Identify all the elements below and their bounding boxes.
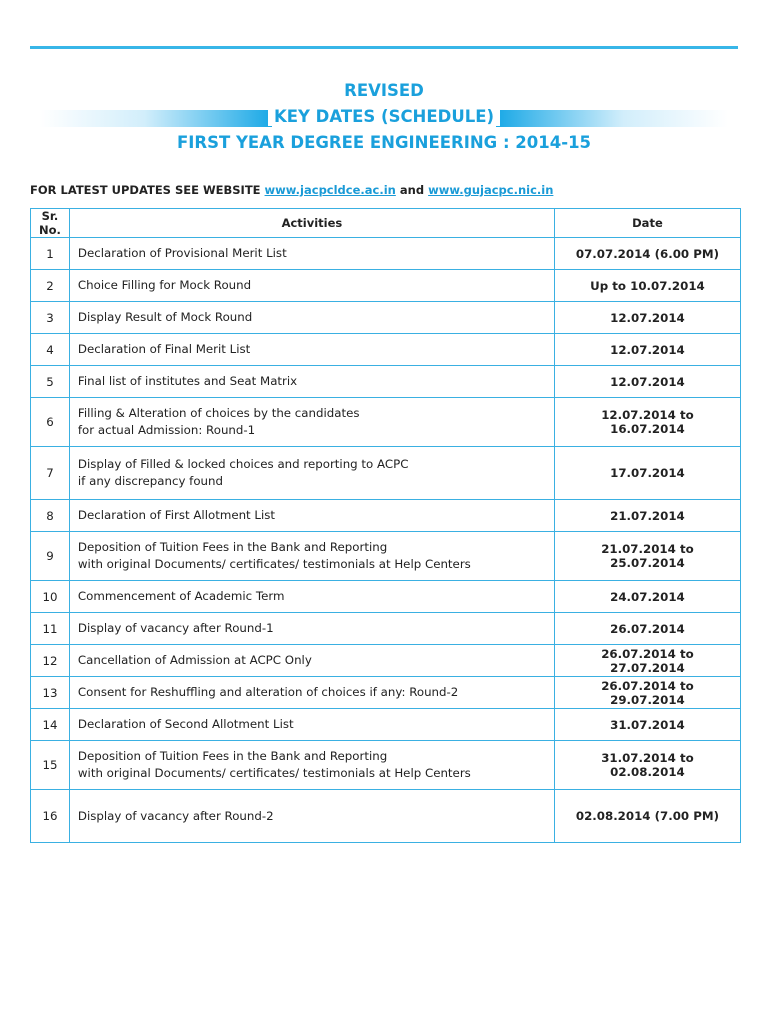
row-date: 17.07.2014 — [554, 447, 740, 500]
row-sr-no: 13 — [31, 677, 70, 709]
row-date: 26.07.2014 to 27.07.2014 — [554, 645, 740, 677]
table-row — [31, 238, 741, 270]
row-activity: Final list of institutes and Seat Matrix — [69, 366, 554, 398]
row-sr-no: 9 — [31, 532, 70, 581]
row-activity-line1: Deposition of Tuition Fees in the Bank and Reporting — [77, 749, 388, 763]
document-title — [0, 78, 768, 156]
row-sr-no: 2 — [31, 270, 70, 302]
row-activity: Declaration of Provisional Merit List — [69, 238, 554, 270]
row-activity-line1: Deposition of Tuition Fees in the Bank and Reporting — [77, 540, 388, 554]
row-date: 21.07.2014 to 25.07.2014 — [554, 532, 740, 581]
row-date: Up to 10.07.2014 — [554, 270, 740, 302]
row-date: 12.07.2014 to 16.07.2014 — [554, 398, 740, 447]
row-activity: Declaration of Final Merit List — [69, 334, 554, 366]
header-sr-no: Sr. No. — [31, 209, 70, 238]
row-activity: Declaration of First Allotment List — [69, 500, 554, 532]
row-sr-no: 8 — [31, 500, 70, 532]
row-date: 21.07.2014 — [554, 500, 740, 532]
table-row — [31, 334, 741, 366]
table-header-row — [31, 209, 741, 238]
title-line-revised: REVISED — [0, 78, 768, 104]
table-row — [31, 302, 741, 334]
row-sr-no: 16 — [31, 790, 70, 843]
top-divider — [30, 46, 738, 49]
table-row — [31, 741, 741, 790]
row-activity-line2: with original Documents/ certificates/ testimonials at Help Centers — [77, 766, 471, 780]
row-activity-line1: Filling & Alteration of choices by the candidates — [77, 406, 360, 420]
header-date: Date — [554, 209, 740, 238]
row-activity: Declaration of Second Allotment List — [69, 709, 554, 741]
table-row — [31, 270, 741, 302]
row-sr-no: 3 — [31, 302, 70, 334]
row-activity — [69, 532, 554, 581]
row-activity: Display Result of Mock Round — [69, 302, 554, 334]
title-gradient-bar-left — [40, 110, 272, 127]
row-date: 26.07.2014 to 29.07.2014 — [554, 677, 740, 709]
table-row — [31, 645, 741, 677]
row-activity-line2: for actual Admission: Round-1 — [77, 423, 256, 437]
table-row — [31, 447, 741, 500]
row-date: 12.07.2014 — [554, 334, 740, 366]
row-date: 12.07.2014 — [554, 366, 740, 398]
schedule-table — [30, 208, 741, 843]
table-row — [31, 398, 741, 447]
row-activity — [69, 741, 554, 790]
table-row — [31, 790, 741, 843]
row-activity: Consent for Reshuffling and alteration of choices if any: Round-2 — [69, 677, 554, 709]
row-date: 31.07.2014 — [554, 709, 740, 741]
title-line-program: FIRST YEAR DEGREE ENGINEERING : 2014-15 — [0, 130, 768, 156]
row-sr-no: 11 — [31, 613, 70, 645]
table-row — [31, 709, 741, 741]
row-sr-no: 6 — [31, 398, 70, 447]
row-sr-no: 10 — [31, 581, 70, 613]
row-sr-no: 4 — [31, 334, 70, 366]
table-row — [31, 500, 741, 532]
updates-prefix: FOR LATEST UPDATES SEE WEBSITE — [30, 183, 261, 197]
updates-note — [30, 183, 553, 197]
website-link-gujacpc[interactable]: www.gujacpc.nic.in — [428, 183, 554, 197]
row-activity — [69, 398, 554, 447]
row-activity-line2: if any discrepancy found — [77, 474, 223, 488]
table-row — [31, 532, 741, 581]
table-row — [31, 677, 741, 709]
row-date: 07.07.2014 (6.00 PM) — [554, 238, 740, 270]
website-link-jacpcldce[interactable]: www.jacpcldce.ac.in — [264, 183, 396, 197]
row-sr-no: 7 — [31, 447, 70, 500]
row-sr-no: 1 — [31, 238, 70, 270]
updates-conjunction: and — [399, 183, 425, 197]
row-date: 12.07.2014 — [554, 302, 740, 334]
title-line-key-dates: KEY DATES (SCHEDULE) — [0, 104, 768, 130]
row-activity: Commencement of Academic Term — [69, 581, 554, 613]
row-sr-no: 14 — [31, 709, 70, 741]
row-date: 31.07.2014 to 02.08.2014 — [554, 741, 740, 790]
row-activity: Choice Filling for Mock Round — [69, 270, 554, 302]
row-sr-no: 5 — [31, 366, 70, 398]
row-date: 26.07.2014 — [554, 613, 740, 645]
table-row — [31, 581, 741, 613]
table-row — [31, 613, 741, 645]
row-activity: Cancellation of Admission at ACPC Only — [69, 645, 554, 677]
row-activity-line1: Display of Filled & locked choices and reporting to ACPC — [77, 457, 409, 471]
row-sr-no: 12 — [31, 645, 70, 677]
row-date: 02.08.2014 (7.00 PM) — [554, 790, 740, 843]
row-activity — [69, 447, 554, 500]
row-activity: Display of vacancy after Round-2 — [69, 790, 554, 843]
header-activities: Activities — [69, 209, 554, 238]
table-row — [31, 366, 741, 398]
row-activity-line2: with original Documents/ certificates/ testimonials at Help Centers — [77, 557, 471, 571]
row-sr-no: 15 — [31, 741, 70, 790]
row-activity: Display of vacancy after Round-1 — [69, 613, 554, 645]
row-date: 24.07.2014 — [554, 581, 740, 613]
title-gradient-bar-right — [496, 110, 728, 127]
